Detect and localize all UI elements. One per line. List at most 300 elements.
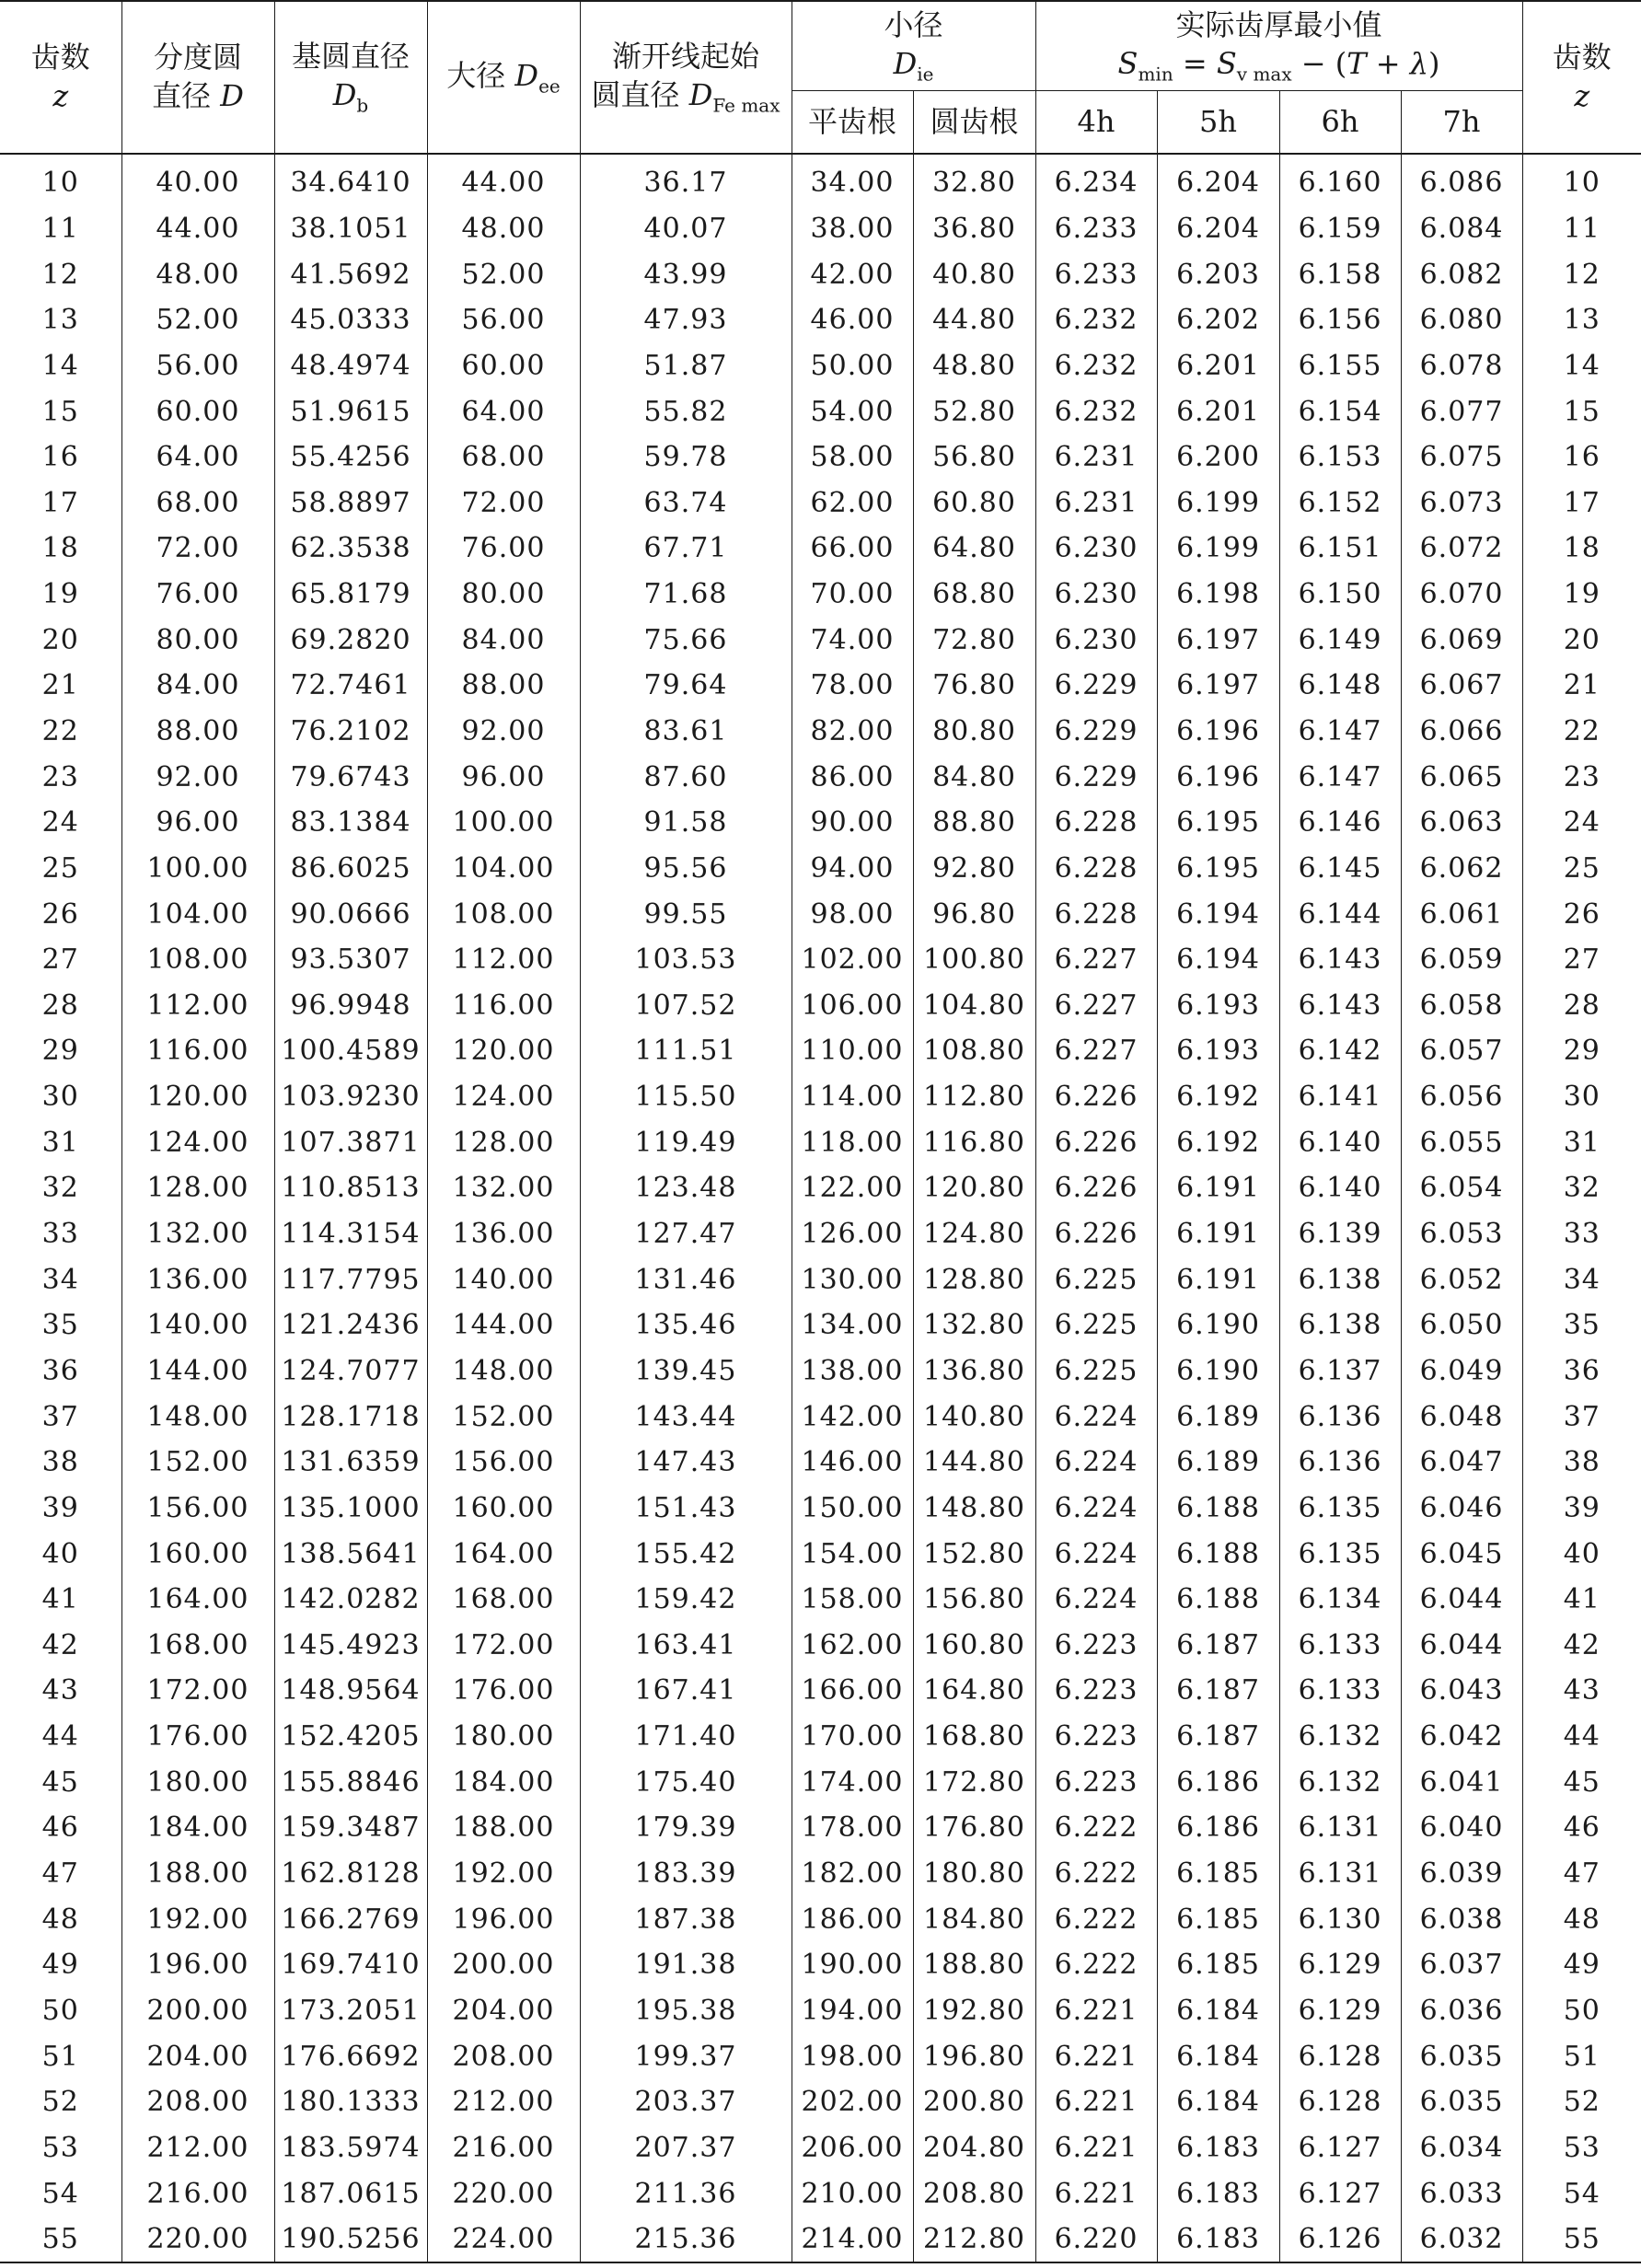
cell-smin-6h: 6.159 [1279,206,1401,252]
cell-major-diameter: 104.00 [427,846,580,892]
cell-minor-flat-root: 90.00 [792,800,913,846]
cell-minor-flat-root: 86.00 [792,754,913,800]
cell-pitch-diameter: 108.00 [121,937,274,983]
cell-base-diameter: 159.3487 [274,1805,427,1851]
cell-smin-6h: 6.142 [1279,1028,1401,1074]
cell-teeth-right: 43 [1522,1668,1641,1714]
cell-involute-start: 159.42 [580,1577,792,1623]
cell-smin-5h: 6.186 [1157,1805,1279,1851]
cell-involute-start: 183.39 [580,1851,792,1897]
cell-minor-round-root: 108.80 [913,1028,1035,1074]
cell-base-diameter: 176.6692 [274,2033,427,2079]
cell-smin-4h: 6.225 [1035,1348,1157,1394]
cell-teeth-right: 11 [1522,206,1641,252]
cell-teeth-right: 24 [1522,800,1641,846]
cell-smin-5h: 6.191 [1157,1256,1279,1302]
cell-minor-round-root: 124.80 [913,1211,1035,1257]
cell-minor-round-root: 176.80 [913,1805,1035,1851]
cell-base-diameter: 173.2051 [274,1988,427,2034]
cell-major-diameter: 100.00 [427,800,580,846]
cell-pitch-diameter: 104.00 [121,891,274,937]
table-row [0,343,1641,389]
cell-smin-6h: 6.136 [1279,1394,1401,1440]
cell-base-diameter: 114.3154 [274,1211,427,1257]
cell-smin-6h: 6.138 [1279,1302,1401,1348]
cell-minor-round-root: 208.80 [913,2170,1035,2216]
cell-smin-5h: 6.183 [1157,2216,1279,2263]
cell-teeth-right: 32 [1522,1165,1641,1211]
table-row [0,1119,1641,1165]
header-class-6h: 6h [1279,91,1401,155]
cell-minor-round-root: 152.80 [913,1531,1035,1577]
cell-pitch-diameter: 164.00 [121,1577,274,1623]
cell-smin-4h: 6.232 [1035,297,1157,343]
cell-involute-start: 155.42 [580,1531,792,1577]
cell-smin-4h: 6.226 [1035,1074,1157,1120]
cell-teeth-right: 10 [1522,154,1641,206]
cell-smin-6h: 6.131 [1279,1851,1401,1897]
cell-smin-6h: 6.133 [1279,1623,1401,1669]
cell-smin-5h: 6.190 [1157,1348,1279,1394]
cell-pitch-diameter: 192.00 [121,1896,274,1942]
cell-teeth-right: 19 [1522,572,1641,618]
cell-smin-7h: 6.035 [1401,2079,1522,2125]
cell-base-diameter: 83.1384 [274,800,427,846]
cell-smin-7h: 6.043 [1401,1668,1522,1714]
cell-teeth-right: 31 [1522,1119,1641,1165]
cell-base-diameter: 131.6359 [274,1440,427,1486]
cell-teeth: 51 [0,2033,121,2079]
cell-smin-7h: 6.058 [1401,983,1522,1029]
cell-smin-5h: 6.202 [1157,297,1279,343]
cell-minor-flat-root: 82.00 [792,709,913,755]
cell-teeth: 53 [0,2125,121,2171]
cell-teeth-right: 21 [1522,663,1641,709]
cell-involute-start: 175.40 [580,1759,792,1805]
cell-minor-round-root: 40.80 [913,251,1035,297]
cell-base-diameter: 135.1000 [274,1486,427,1532]
cell-smin-4h: 6.230 [1035,572,1157,618]
cell-major-diameter: 220.00 [427,2170,580,2216]
table-header [0,1,1641,154]
table-row [0,1942,1641,1988]
cell-minor-flat-root: 106.00 [792,983,913,1029]
cell-smin-6h: 6.147 [1279,754,1401,800]
cell-minor-round-root: 168.80 [913,1714,1035,1760]
cell-minor-round-root: 180.80 [913,1851,1035,1897]
cell-minor-flat-root: 206.00 [792,2125,913,2171]
cell-base-diameter: 183.5974 [274,2125,427,2171]
cell-teeth-right: 14 [1522,343,1641,389]
cell-smin-5h: 6.198 [1157,572,1279,618]
cell-involute-start: 75.66 [580,617,792,663]
cell-major-diameter: 48.00 [427,206,580,252]
header-class-4h: 4h [1035,91,1157,155]
cell-minor-round-root: 80.80 [913,709,1035,755]
cell-minor-flat-root: 50.00 [792,343,913,389]
cell-involute-start: 215.36 [580,2216,792,2263]
cell-base-diameter: 152.4205 [274,1714,427,1760]
cell-teeth: 14 [0,343,121,389]
cell-major-diameter: 164.00 [427,1531,580,1577]
cell-smin-5h: 6.197 [1157,663,1279,709]
cell-base-diameter: 69.2820 [274,617,427,663]
cell-smin-5h: 6.186 [1157,1759,1279,1805]
cell-smin-6h: 6.146 [1279,800,1401,846]
table-row [0,754,1641,800]
cell-smin-6h: 6.132 [1279,1759,1401,1805]
cell-base-diameter: 55.4256 [274,434,427,480]
cell-major-diameter: 168.00 [427,1577,580,1623]
cell-minor-round-root: 100.80 [913,937,1035,983]
cell-involute-start: 51.87 [580,343,792,389]
cell-minor-flat-root: 98.00 [792,891,913,937]
cell-minor-round-root: 156.80 [913,1577,1035,1623]
header-flat-root: 平齿根 [792,91,913,155]
cell-smin-5h: 6.184 [1157,2079,1279,2125]
cell-involute-start: 63.74 [580,480,792,526]
cell-teeth-right: 13 [1522,297,1641,343]
cell-smin-4h: 6.224 [1035,1440,1157,1486]
cell-involute-start: 87.60 [580,754,792,800]
cell-smin-6h: 6.140 [1279,1165,1401,1211]
cell-smin-7h: 6.048 [1401,1394,1522,1440]
cell-smin-4h: 6.221 [1035,2125,1157,2171]
table-row [0,1714,1641,1760]
cell-teeth-right: 41 [1522,1577,1641,1623]
cell-pitch-diameter: 52.00 [121,297,274,343]
cell-pitch-diameter: 72.00 [121,526,274,572]
cell-teeth-right: 28 [1522,983,1641,1029]
cell-smin-6h: 6.147 [1279,709,1401,755]
cell-teeth: 11 [0,206,121,252]
cell-pitch-diameter: 172.00 [121,1668,274,1714]
cell-smin-5h: 6.192 [1157,1074,1279,1120]
cell-teeth: 55 [0,2216,121,2263]
cell-smin-7h: 6.033 [1401,2170,1522,2216]
cell-involute-start: 111.51 [580,1028,792,1074]
cell-smin-6h: 6.153 [1279,434,1401,480]
header-class-5h: 5h [1157,91,1279,155]
cell-major-diameter: 52.00 [427,251,580,297]
cell-smin-4h: 6.232 [1035,388,1157,434]
cell-smin-6h: 6.143 [1279,983,1401,1029]
table-row [0,388,1641,434]
cell-base-diameter: 58.8897 [274,480,427,526]
cell-smin-7h: 6.042 [1401,1714,1522,1760]
cell-teeth: 17 [0,480,121,526]
cell-smin-7h: 6.067 [1401,663,1522,709]
cell-involute-start: 103.53 [580,937,792,983]
cell-smin-4h: 6.228 [1035,800,1157,846]
table-row [0,154,1641,206]
cell-smin-7h: 6.069 [1401,617,1522,663]
cell-teeth: 32 [0,1165,121,1211]
cell-pitch-diameter: 92.00 [121,754,274,800]
cell-smin-4h: 6.230 [1035,526,1157,572]
cell-minor-flat-root: 178.00 [792,1805,913,1851]
cell-smin-4h: 6.221 [1035,2170,1157,2216]
cell-minor-flat-root: 70.00 [792,572,913,618]
cell-smin-5h: 6.188 [1157,1531,1279,1577]
cell-minor-round-root: 204.80 [913,2125,1035,2171]
cell-minor-flat-root: 66.00 [792,526,913,572]
cell-smin-7h: 6.044 [1401,1577,1522,1623]
cell-minor-round-root: 76.80 [913,663,1035,709]
cell-smin-4h: 6.229 [1035,709,1157,755]
cell-minor-round-root: 160.80 [913,1623,1035,1669]
cell-minor-flat-root: 182.00 [792,1851,913,1897]
cell-minor-round-root: 92.80 [913,846,1035,892]
cell-smin-4h: 6.224 [1035,1577,1157,1623]
cell-involute-start: 95.56 [580,846,792,892]
cell-smin-7h: 6.045 [1401,1531,1522,1577]
cell-major-diameter: 96.00 [427,754,580,800]
cell-base-diameter: 103.9230 [274,1074,427,1120]
cell-teeth-right: 44 [1522,1714,1641,1760]
cell-teeth: 26 [0,891,121,937]
cell-smin-5h: 6.193 [1157,983,1279,1029]
cell-smin-6h: 6.128 [1279,2079,1401,2125]
cell-smin-4h: 6.229 [1035,754,1157,800]
cell-involute-start: 107.52 [580,983,792,1029]
cell-smin-5h: 6.185 [1157,1896,1279,1942]
cell-major-diameter: 184.00 [427,1759,580,1805]
cell-smin-4h: 6.222 [1035,1942,1157,1988]
table-row [0,1805,1641,1851]
cell-major-diameter: 44.00 [427,154,580,206]
cell-smin-7h: 6.065 [1401,754,1522,800]
cell-major-diameter: 112.00 [427,937,580,983]
cell-teeth: 40 [0,1531,121,1577]
cell-base-diameter: 45.0333 [274,297,427,343]
cell-smin-5h: 6.194 [1157,937,1279,983]
cell-major-diameter: 84.00 [427,617,580,663]
cell-involute-start: 167.41 [580,1668,792,1714]
table-row [0,1440,1641,1486]
cell-smin-7h: 6.061 [1401,891,1522,937]
cell-smin-4h: 6.233 [1035,251,1157,297]
cell-smin-7h: 6.078 [1401,343,1522,389]
cell-smin-7h: 6.072 [1401,526,1522,572]
cell-teeth: 35 [0,1302,121,1348]
cell-smin-7h: 6.035 [1401,2033,1522,2079]
cell-teeth: 44 [0,1714,121,1760]
cell-teeth-right: 27 [1522,937,1641,983]
cell-teeth: 47 [0,1851,121,1897]
cell-smin-6h: 6.152 [1279,480,1401,526]
cell-base-diameter: 107.3871 [274,1119,427,1165]
cell-pitch-diameter: 132.00 [121,1211,274,1257]
cell-base-diameter: 72.7461 [274,663,427,709]
cell-smin-5h: 6.193 [1157,1028,1279,1074]
cell-pitch-diameter: 84.00 [121,663,274,709]
cell-teeth: 16 [0,434,121,480]
cell-smin-4h: 6.220 [1035,2216,1157,2263]
cell-involute-start: 143.44 [580,1394,792,1440]
cell-minor-round-root: 172.80 [913,1759,1035,1805]
table-row [0,891,1641,937]
cell-minor-flat-root: 158.00 [792,1577,913,1623]
table-row [0,2033,1641,2079]
cell-base-diameter: 93.5307 [274,937,427,983]
table-row [0,480,1641,526]
cell-smin-6h: 6.141 [1279,1074,1401,1120]
cell-smin-6h: 6.138 [1279,1256,1401,1302]
cell-minor-round-root: 140.80 [913,1394,1035,1440]
cell-teeth: 19 [0,572,121,618]
cell-major-diameter: 76.00 [427,526,580,572]
cell-major-diameter: 172.00 [427,1623,580,1669]
cell-base-diameter: 76.2102 [274,709,427,755]
smin-formula: $S_{min} = S_{v max} - (T + \lambda)$ [1117,45,1440,85]
cell-teeth-right: 42 [1522,1623,1641,1669]
cell-major-diameter: 152.00 [427,1394,580,1440]
cell-major-diameter: 196.00 [427,1896,580,1942]
cell-smin-5h: 6.191 [1157,1211,1279,1257]
cell-teeth: 37 [0,1394,121,1440]
cell-teeth: 22 [0,709,121,755]
cell-minor-round-root: 96.80 [913,891,1035,937]
cell-smin-7h: 6.052 [1401,1256,1522,1302]
cell-smin-6h: 6.128 [1279,2033,1401,2079]
cell-smin-4h: 6.222 [1035,1851,1157,1897]
cell-pitch-diameter: 60.00 [121,388,274,434]
cell-major-diameter: 60.00 [427,343,580,389]
cell-minor-round-root: 212.80 [913,2216,1035,2263]
cell-minor-round-root: 120.80 [913,1165,1035,1211]
cell-base-diameter: 166.2769 [274,1896,427,1942]
header-round-root: 圆齿根 [913,91,1035,155]
cell-smin-5h: 6.204 [1157,206,1279,252]
cell-teeth-right: 37 [1522,1394,1641,1440]
cell-smin-5h: 6.185 [1157,1942,1279,1988]
cell-involute-start: 123.48 [580,1165,792,1211]
cell-involute-start: 91.58 [580,800,792,846]
cell-minor-round-root: 116.80 [913,1119,1035,1165]
cell-smin-7h: 6.075 [1401,434,1522,480]
cell-involute-start: 36.17 [580,154,792,206]
cell-minor-flat-root: 122.00 [792,1165,913,1211]
cell-involute-start: 171.40 [580,1714,792,1760]
cell-smin-7h: 6.032 [1401,2216,1522,2263]
cell-smin-5h: 6.201 [1157,343,1279,389]
cell-smin-5h: 6.194 [1157,891,1279,937]
cell-minor-round-root: 56.80 [913,434,1035,480]
cell-smin-6h: 6.143 [1279,937,1401,983]
cell-smin-4h: 6.226 [1035,1165,1157,1211]
table-row [0,2170,1641,2216]
header-minor-diameter: 小径 $D_{ie}$ [792,1,1035,91]
cell-teeth: 41 [0,1577,121,1623]
cell-smin-6h: 6.127 [1279,2170,1401,2216]
cell-involute-start: 207.37 [580,2125,792,2171]
cell-major-diameter: 132.00 [427,1165,580,1211]
cell-minor-flat-root: 202.00 [792,2079,913,2125]
table-row [0,2216,1641,2263]
cell-smin-7h: 6.040 [1401,1805,1522,1851]
cell-major-diameter: 72.00 [427,480,580,526]
cell-involute-start: 59.78 [580,434,792,480]
cell-smin-7h: 6.063 [1401,800,1522,846]
cell-pitch-diameter: 68.00 [121,480,274,526]
cell-smin-5h: 6.187 [1157,1714,1279,1760]
cell-base-diameter: 155.8846 [274,1759,427,1805]
cell-teeth: 52 [0,2079,121,2125]
cell-minor-flat-root: 146.00 [792,1440,913,1486]
cell-pitch-diameter: 148.00 [121,1394,274,1440]
cell-teeth: 21 [0,663,121,709]
cell-involute-start: 79.64 [580,663,792,709]
header-major-diameter: 大径 $D_{ee}$ [427,1,580,154]
cell-minor-flat-root: 162.00 [792,1623,913,1669]
cell-major-diameter: 80.00 [427,572,580,618]
table-row [0,1165,1641,1211]
cell-minor-round-root: 164.80 [913,1668,1035,1714]
cell-involute-start: 43.99 [580,251,792,297]
cell-smin-6h: 6.132 [1279,1714,1401,1760]
cell-base-diameter: 162.8128 [274,1851,427,1897]
table-row [0,2079,1641,2125]
cell-smin-7h: 6.049 [1401,1348,1522,1394]
cell-minor-round-root: 128.80 [913,1256,1035,1302]
cell-teeth-right: 35 [1522,1302,1641,1348]
cell-smin-7h: 6.062 [1401,846,1522,892]
cell-base-diameter: 65.8179 [274,572,427,618]
cell-smin-5h: 6.192 [1157,1119,1279,1165]
cell-minor-flat-root: 102.00 [792,937,913,983]
cell-teeth-right: 36 [1522,1348,1641,1394]
cell-smin-5h: 6.196 [1157,754,1279,800]
header-min-tooth-thickness: 实际齿厚最小值 $S_{min} = S_{v max} - (T + \lambda)$ [1035,1,1522,91]
cell-smin-7h: 6.036 [1401,1988,1522,2034]
cell-base-diameter: 96.9948 [274,983,427,1029]
cell-major-diameter: 156.00 [427,1440,580,1486]
cell-base-diameter: 121.2436 [274,1302,427,1348]
cell-pitch-diameter: 176.00 [121,1714,274,1760]
cell-minor-round-root: 84.80 [913,754,1035,800]
cell-teeth: 18 [0,526,121,572]
cell-teeth-right: 40 [1522,1531,1641,1577]
table-row [0,526,1641,572]
cell-pitch-diameter: 168.00 [121,1623,274,1669]
cell-minor-flat-root: 114.00 [792,1074,913,1120]
cell-involute-start: 115.50 [580,1074,792,1120]
cell-involute-start: 40.07 [580,206,792,252]
cell-teeth: 29 [0,1028,121,1074]
cell-smin-6h: 6.137 [1279,1348,1401,1394]
cell-teeth: 15 [0,388,121,434]
cell-major-diameter: 188.00 [427,1805,580,1851]
cell-minor-flat-root: 34.00 [792,154,913,206]
cell-smin-6h: 6.129 [1279,1988,1401,2034]
cell-smin-4h: 6.231 [1035,480,1157,526]
cell-involute-start: 179.39 [580,1805,792,1851]
cell-smin-6h: 6.139 [1279,1211,1401,1257]
cell-minor-flat-root: 42.00 [792,251,913,297]
cell-teeth: 54 [0,2170,121,2216]
cell-minor-round-root: 136.80 [913,1348,1035,1394]
cell-base-diameter: 100.4589 [274,1028,427,1074]
cell-involute-start: 211.36 [580,2170,792,2216]
cell-minor-round-root: 72.80 [913,617,1035,663]
cell-minor-round-root: 48.80 [913,343,1035,389]
cell-smin-5h: 6.196 [1157,709,1279,755]
cell-pitch-diameter: 204.00 [121,2033,274,2079]
cell-teeth: 31 [0,1119,121,1165]
cell-smin-4h: 6.228 [1035,891,1157,937]
cell-pitch-diameter: 64.00 [121,434,274,480]
